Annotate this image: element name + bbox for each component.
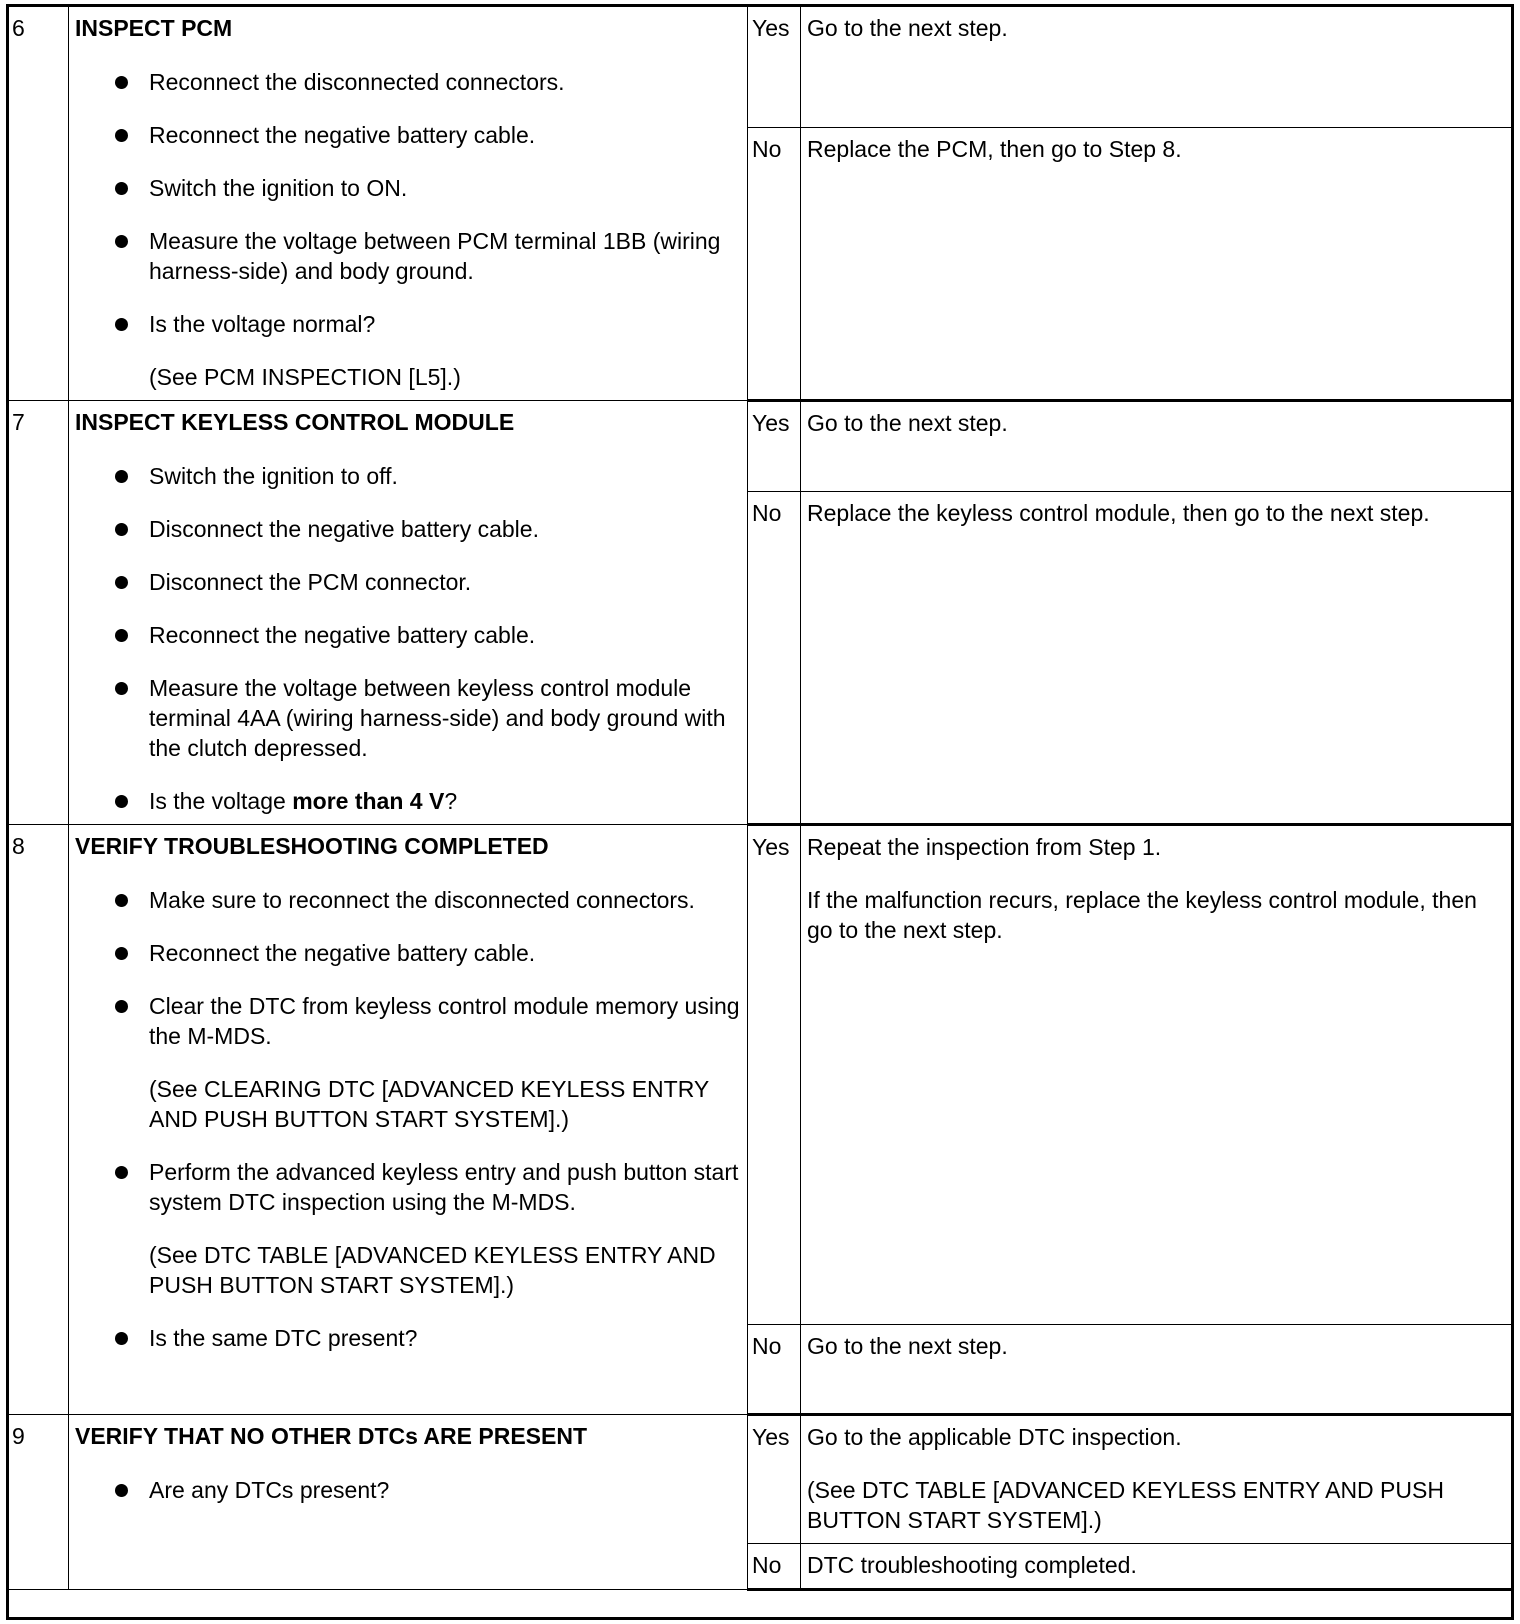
procedure-bullet: Reconnect the negative battery cable. bbox=[149, 120, 741, 150]
no-label: No bbox=[748, 491, 801, 824]
reference-note: (See DTC TABLE [ADVANCED KEYLESS ENTRY AND PUSH BUTTON START SYSTEM].) bbox=[149, 1242, 716, 1298]
step-number: 7 bbox=[9, 401, 69, 825]
yes-action bbox=[801, 1415, 1514, 1544]
procedure-bullet: Measure the voltage between keyless control module terminal 4AA (wiring harness-side) and body ground with the clutch depressed. bbox=[149, 673, 741, 763]
action-text: Go to the next step. bbox=[807, 410, 1008, 436]
no-label: No bbox=[748, 128, 801, 401]
no-action bbox=[801, 491, 1514, 824]
action-text: Go to the next step. bbox=[807, 15, 1008, 41]
step-number: 6 bbox=[9, 7, 69, 401]
procedure-bullet: Perform the advanced keyless entry and push button start system DTC inspection using the M-MDS. bbox=[149, 1157, 741, 1217]
procedure-list bbox=[75, 67, 741, 392]
step-title: VERIFY TROUBLESHOOTING COMPLETED bbox=[75, 833, 549, 859]
step-title: INSPECT KEYLESS CONTROL MODULE bbox=[75, 409, 515, 435]
procedure-list bbox=[75, 885, 741, 1353]
step-title: VERIFY THAT NO OTHER DTCs ARE PRESENT bbox=[75, 1423, 588, 1449]
yes-action bbox=[801, 7, 1514, 128]
procedure-bullet: Reconnect the disconnected connectors. bbox=[149, 67, 741, 97]
reference-note: (See CLEARING DTC [ADVANCED KEYLESS ENTRY AND PUSH BUTTON START SYSTEM].) bbox=[149, 1076, 709, 1132]
action-text: Go to the next step. bbox=[807, 1333, 1008, 1359]
yes-action bbox=[801, 401, 1514, 492]
procedure-bullet: Clear the DTC from keyless control module memory using the M-MDS. bbox=[149, 993, 740, 1049]
step-7-procedure bbox=[69, 401, 748, 825]
procedure-question bbox=[149, 786, 741, 816]
procedure-list bbox=[75, 1475, 741, 1505]
procedure-bullet: Reconnect the negative battery cable. bbox=[149, 938, 741, 968]
step-7-yes-row bbox=[9, 401, 1514, 492]
no-label: No bbox=[748, 1325, 801, 1415]
step-9-procedure bbox=[69, 1415, 748, 1590]
step-title: INSPECT PCM bbox=[75, 15, 233, 41]
step-9-yes-row bbox=[9, 1415, 1514, 1544]
procedure-bullet: Are any DTCs present? bbox=[149, 1475, 741, 1505]
troubleshooting-table bbox=[8, 6, 1514, 1591]
procedure-bullet: Disconnect the PCM connector. bbox=[149, 567, 741, 597]
step-8-yes-row bbox=[9, 825, 1514, 1325]
action-text: If the malfunction recurs, replace the keyless control module, then go to the next step. bbox=[807, 887, 1477, 943]
no-label: No bbox=[748, 1544, 801, 1590]
step-6-procedure bbox=[69, 7, 748, 401]
yes-label: Yes bbox=[748, 825, 801, 1325]
action-text: Repeat the inspection from Step 1. bbox=[807, 834, 1162, 860]
no-action bbox=[801, 128, 1514, 401]
action-text: DTC troubleshooting completed. bbox=[807, 1552, 1137, 1578]
action-text: Replace the keyless control module, then go to the next step. bbox=[807, 499, 1430, 526]
procedure-bullet: Is the same DTC present? bbox=[149, 1323, 741, 1353]
procedure-bullet: Reconnect the negative battery cable. bbox=[149, 620, 741, 650]
procedure-bullet: Switch the ignition to off. bbox=[149, 461, 741, 491]
procedure-bullet: Is the voltage normal? bbox=[149, 309, 741, 339]
procedure-bullet: Disconnect the negative battery cable. bbox=[149, 514, 741, 544]
step-8-procedure bbox=[69, 825, 748, 1415]
yes-label: Yes bbox=[748, 1415, 801, 1544]
reference-note: (See PCM INSPECTION [L5].) bbox=[149, 364, 461, 390]
step-6-yes-row bbox=[9, 7, 1514, 128]
procedure-list bbox=[75, 461, 741, 816]
procedure-bullet: Make sure to reconnect the disconnected connectors. bbox=[149, 885, 741, 915]
question-threshold: more than 4 V bbox=[292, 788, 445, 814]
question-prefix: Is the voltage bbox=[149, 788, 293, 814]
no-action bbox=[801, 1544, 1514, 1590]
step-number: 8 bbox=[9, 825, 69, 1415]
no-action bbox=[801, 1325, 1514, 1415]
yes-label: Yes bbox=[748, 7, 801, 128]
yes-label: Yes bbox=[748, 401, 801, 492]
action-text: (See DTC TABLE [ADVANCED KEYLESS ENTRY AND PUSH BUTTON START SYSTEM].) bbox=[807, 1477, 1444, 1533]
question-suffix: ? bbox=[444, 788, 458, 814]
yes-action bbox=[801, 825, 1514, 1325]
procedure-bullet: Measure the voltage between PCM terminal 1BB (wiring harness-side) and body ground. bbox=[149, 226, 741, 286]
action-text: Go to the applicable DTC inspection. bbox=[807, 1424, 1182, 1450]
step-number: 9 bbox=[9, 1415, 69, 1590]
procedure-bullet: Switch the ignition to ON. bbox=[149, 173, 741, 203]
action-text: Replace the PCM, then go to Step 8. bbox=[807, 136, 1182, 163]
